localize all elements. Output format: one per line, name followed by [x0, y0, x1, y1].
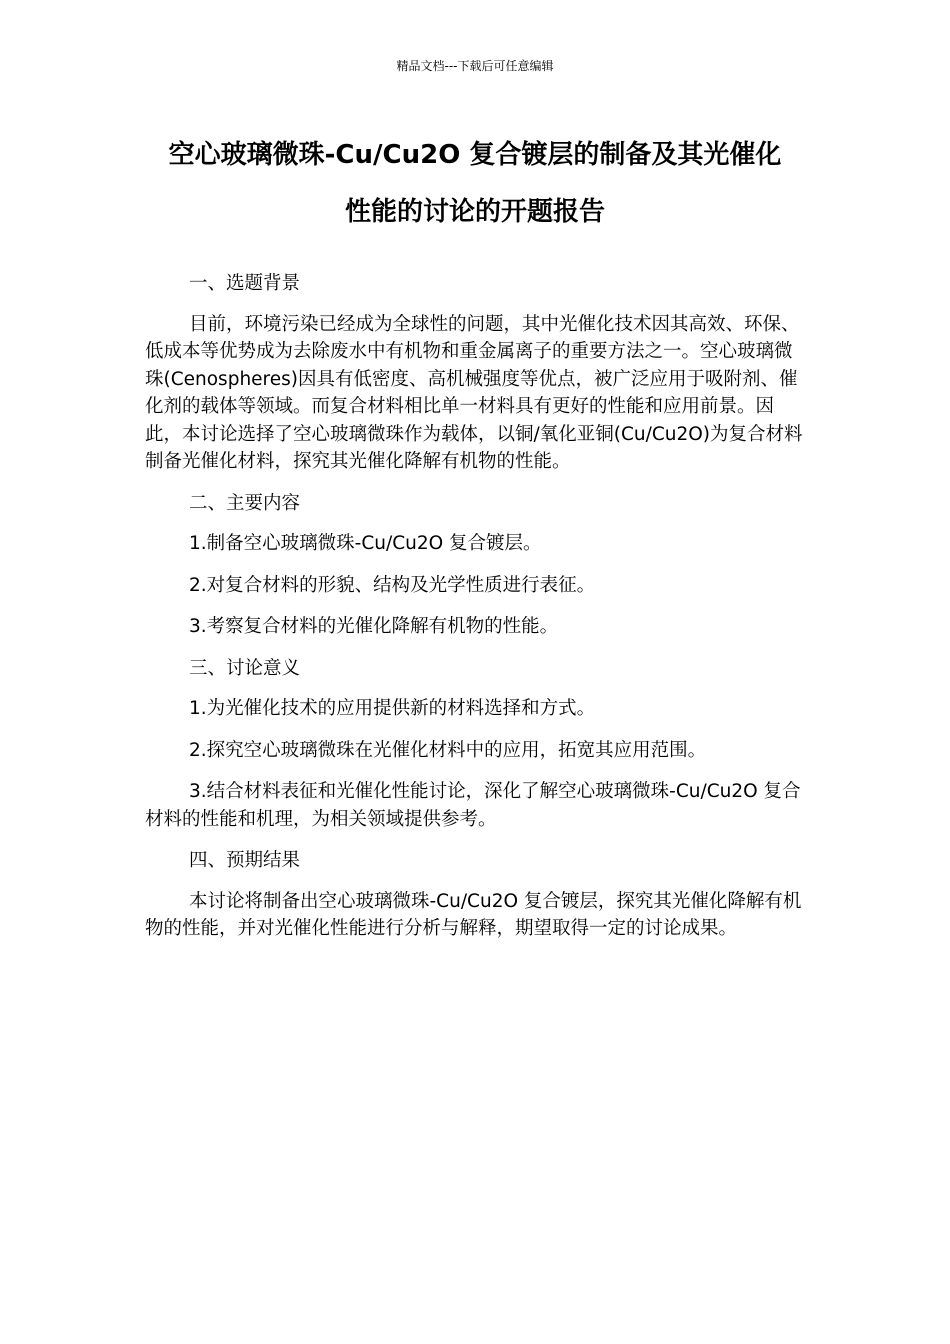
paragraph-background: 目前，环境污染已经成为全球性的问题，其中光催化技术因其高效、环保、低成本等优势成为去除废水中有机物和重金属离子的重要方法之一。空心玻璃微珠(Cenospheres)因具有低密度、高机械强度等优点，被广泛应用于吸附剂、催化剂的载体等领域。而复合材料相比单一材料具有更好的性能和应用前景。因此，本讨论选择了空心玻璃微珠作为载体，以铜/氧化亚铜(Cu/Cu2O)为复合材料制备光催化材料，探究其光催化降解有机物的性能。	[145, 313, 803, 472]
list-item-main-content-2: 2.对复合材料的形貌、结构及光学性质进行表征。	[189, 574, 596, 596]
section-heading-background: 一、选题背景	[189, 273, 301, 294]
list-item-significance-1: 1.为光催化技术的应用提供新的材料选择和方式。	[189, 698, 596, 719]
list-item-main-content-3: 3.考察复合材料的光催化降解有机物的性能。	[189, 616, 559, 637]
document-title-line-2: 性能的讨论的开题报告	[344, 197, 605, 227]
section-heading-significance: 三、讨论意义	[189, 657, 301, 679]
section-heading-expected-results: 四、预期结果	[189, 850, 301, 871]
section-heading-main-content: 二、主要内容	[189, 492, 301, 514]
header-note: 精品文档---下载后可任意编辑	[396, 59, 554, 73]
list-item-main-content-1: 1.制备空心玻璃微珠-Cu/Cu2O 复合镀层。	[189, 533, 542, 554]
paragraph-expected-results: 本讨论将制备出空心玻璃微珠-Cu/Cu2O 复合镀层，探究其光催化降解有机物的性能，并对光催化性能进行分析与解释，期望取得一定的讨论成果。	[145, 890, 802, 939]
list-item-significance-3: 3.结合材料表征和光催化性能讨论，深化了解空心玻璃微珠-Cu/Cu2O 复合材料的性能和机理，为相关领域提供参考。	[145, 781, 801, 830]
document-body	[145, 270, 807, 957]
list-item-significance-2: 2.探究空心玻璃微珠在光催化材料中的应用，拓宽其应用范围。	[189, 739, 707, 761]
document-title-line-1: 空心玻璃微珠-Cu/Cu2O 复合镀层的制备及其光催化	[168, 140, 782, 170]
